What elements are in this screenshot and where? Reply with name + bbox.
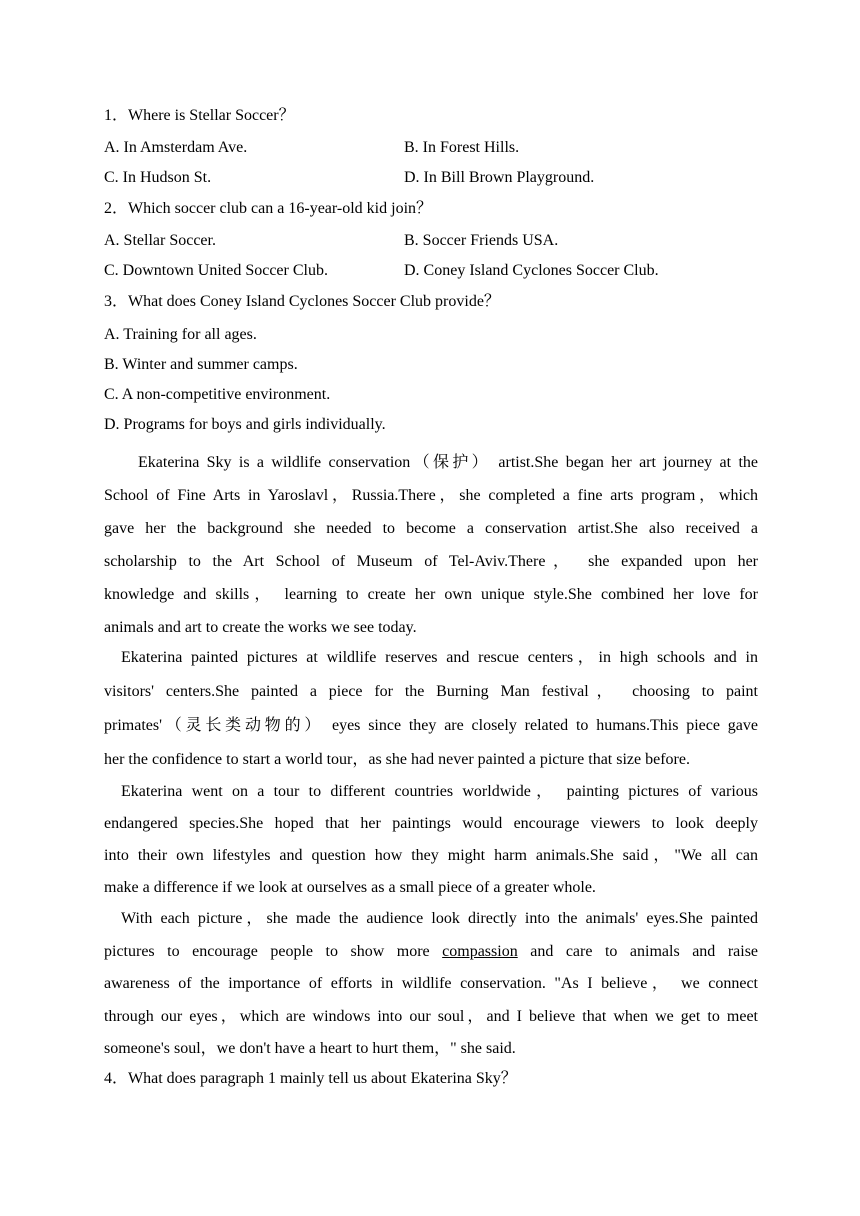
paragraph-2-line: primates'（灵长类动物的） eyes since they are closely related to humans.This piece gave [104,717,758,734]
question-3-option-d: D. Programs for boys and girls individually. [104,416,386,433]
question-1-option-a: A. In Amsterdam Ave. [104,139,248,156]
question-1-stem: 1．Where is Stellar Soccer？ [104,107,295,124]
paragraph-1-line: animals and art to create the works we see today. [104,619,417,636]
paragraph-4-line: through our eyes，which are windows into our soul，and I believe that when we get to meet [104,1007,758,1025]
question-2-option-a: A. Stellar Soccer. [104,232,216,249]
paragraph-3-line: Ekaterina went on a tour to different countries worldwide， painting pictures of various [121,783,758,800]
question-1-option-d: D. In Bill Brown Playground. [404,169,595,186]
paragraph-4-text: and care to animals and raise [530,942,759,960]
passage-paragraph-1 [104,446,758,644]
paragraph-4-line: someone's soul，we don't have a heart to hurt them，" she said. [104,1040,516,1057]
paragraph-2-line: Ekaterina painted pictures at wildlife reserves and rescue centers，in high schools and in [121,649,758,666]
question-3-option-b: B. Winter and summer camps. [104,356,298,373]
paragraph-2-line: visitors' centers.She painted a piece for the Burning Man festival， choosing to paint [104,683,758,700]
paragraph-4-line: awareness of the importance of efforts in wildlife conservation. "As I believe， we connect [104,975,758,992]
paragraph-1-line: gave her the background she needed to become a conservation artist.She also received a [104,520,758,537]
paragraph-1-line: School of Fine Arts in Yaroslavl，Russia.There，she completed a fine arts program，which [104,487,759,504]
question-3-option-a: A. Training for all ages. [104,326,257,343]
paragraph-3-line: into their own lifestyles and question how they might harm animals.She said，"We all can [104,847,758,864]
paragraph-4-line: With each picture，she made the audience look directly into the animals' eyes.She painted [121,910,758,927]
question-2-option-c: C. Downtown United Soccer Club. [104,262,328,279]
paragraph-1-line: Ekaterina Sky is a wildlife conservation（保护） artist.She began her art journey at the [138,454,758,471]
question-2-option-b: B. Soccer Friends USA. [404,232,559,249]
question-1-option-b: B. In Forest Hills. [404,139,520,156]
passage-paragraph-2 [104,641,758,777]
paragraph-4-line [104,936,758,969]
question-4-stem: 4．What does paragraph 1 mainly tell us about Ekaterina Sky？ [104,1070,517,1087]
question-3-stem: 3．What does Coney Island Cyclones Soccer Club provide？ [104,293,500,310]
paragraph-4-text: pictures to encourage people to show more [104,942,430,960]
question-2-stem: 2．Which soccer club can a 16-year-old kid join？ [104,200,433,217]
paragraph-2-line: her the confidence to start a world tour，as she had never painted a picture that size before. [104,751,690,768]
paragraph-3-line: make a difference if we look at ourselves as a small piece of a greater whole. [104,879,596,896]
passage-paragraph-4 [104,903,758,1066]
question-1-option-c: C. In Hudson St. [104,169,212,186]
paragraph-1-line: knowledge and skills， learning to create her own unique style.She combined her love for [104,586,758,603]
question-2-option-d: D. Coney Island Cyclones Soccer Club. [404,262,659,279]
paragraph-1-line: scholarship to the Art School of Museum of Tel-Aviv.There， she expanded upon her [104,553,758,570]
passage-paragraph-3 [104,776,758,904]
paragraph-3-line: endangered species.She hoped that her paintings would encourage viewers to look deeply [104,815,758,832]
question-3-option-c: C. A non-competitive environment. [104,386,331,403]
underlined-word: compassion [442,942,518,960]
